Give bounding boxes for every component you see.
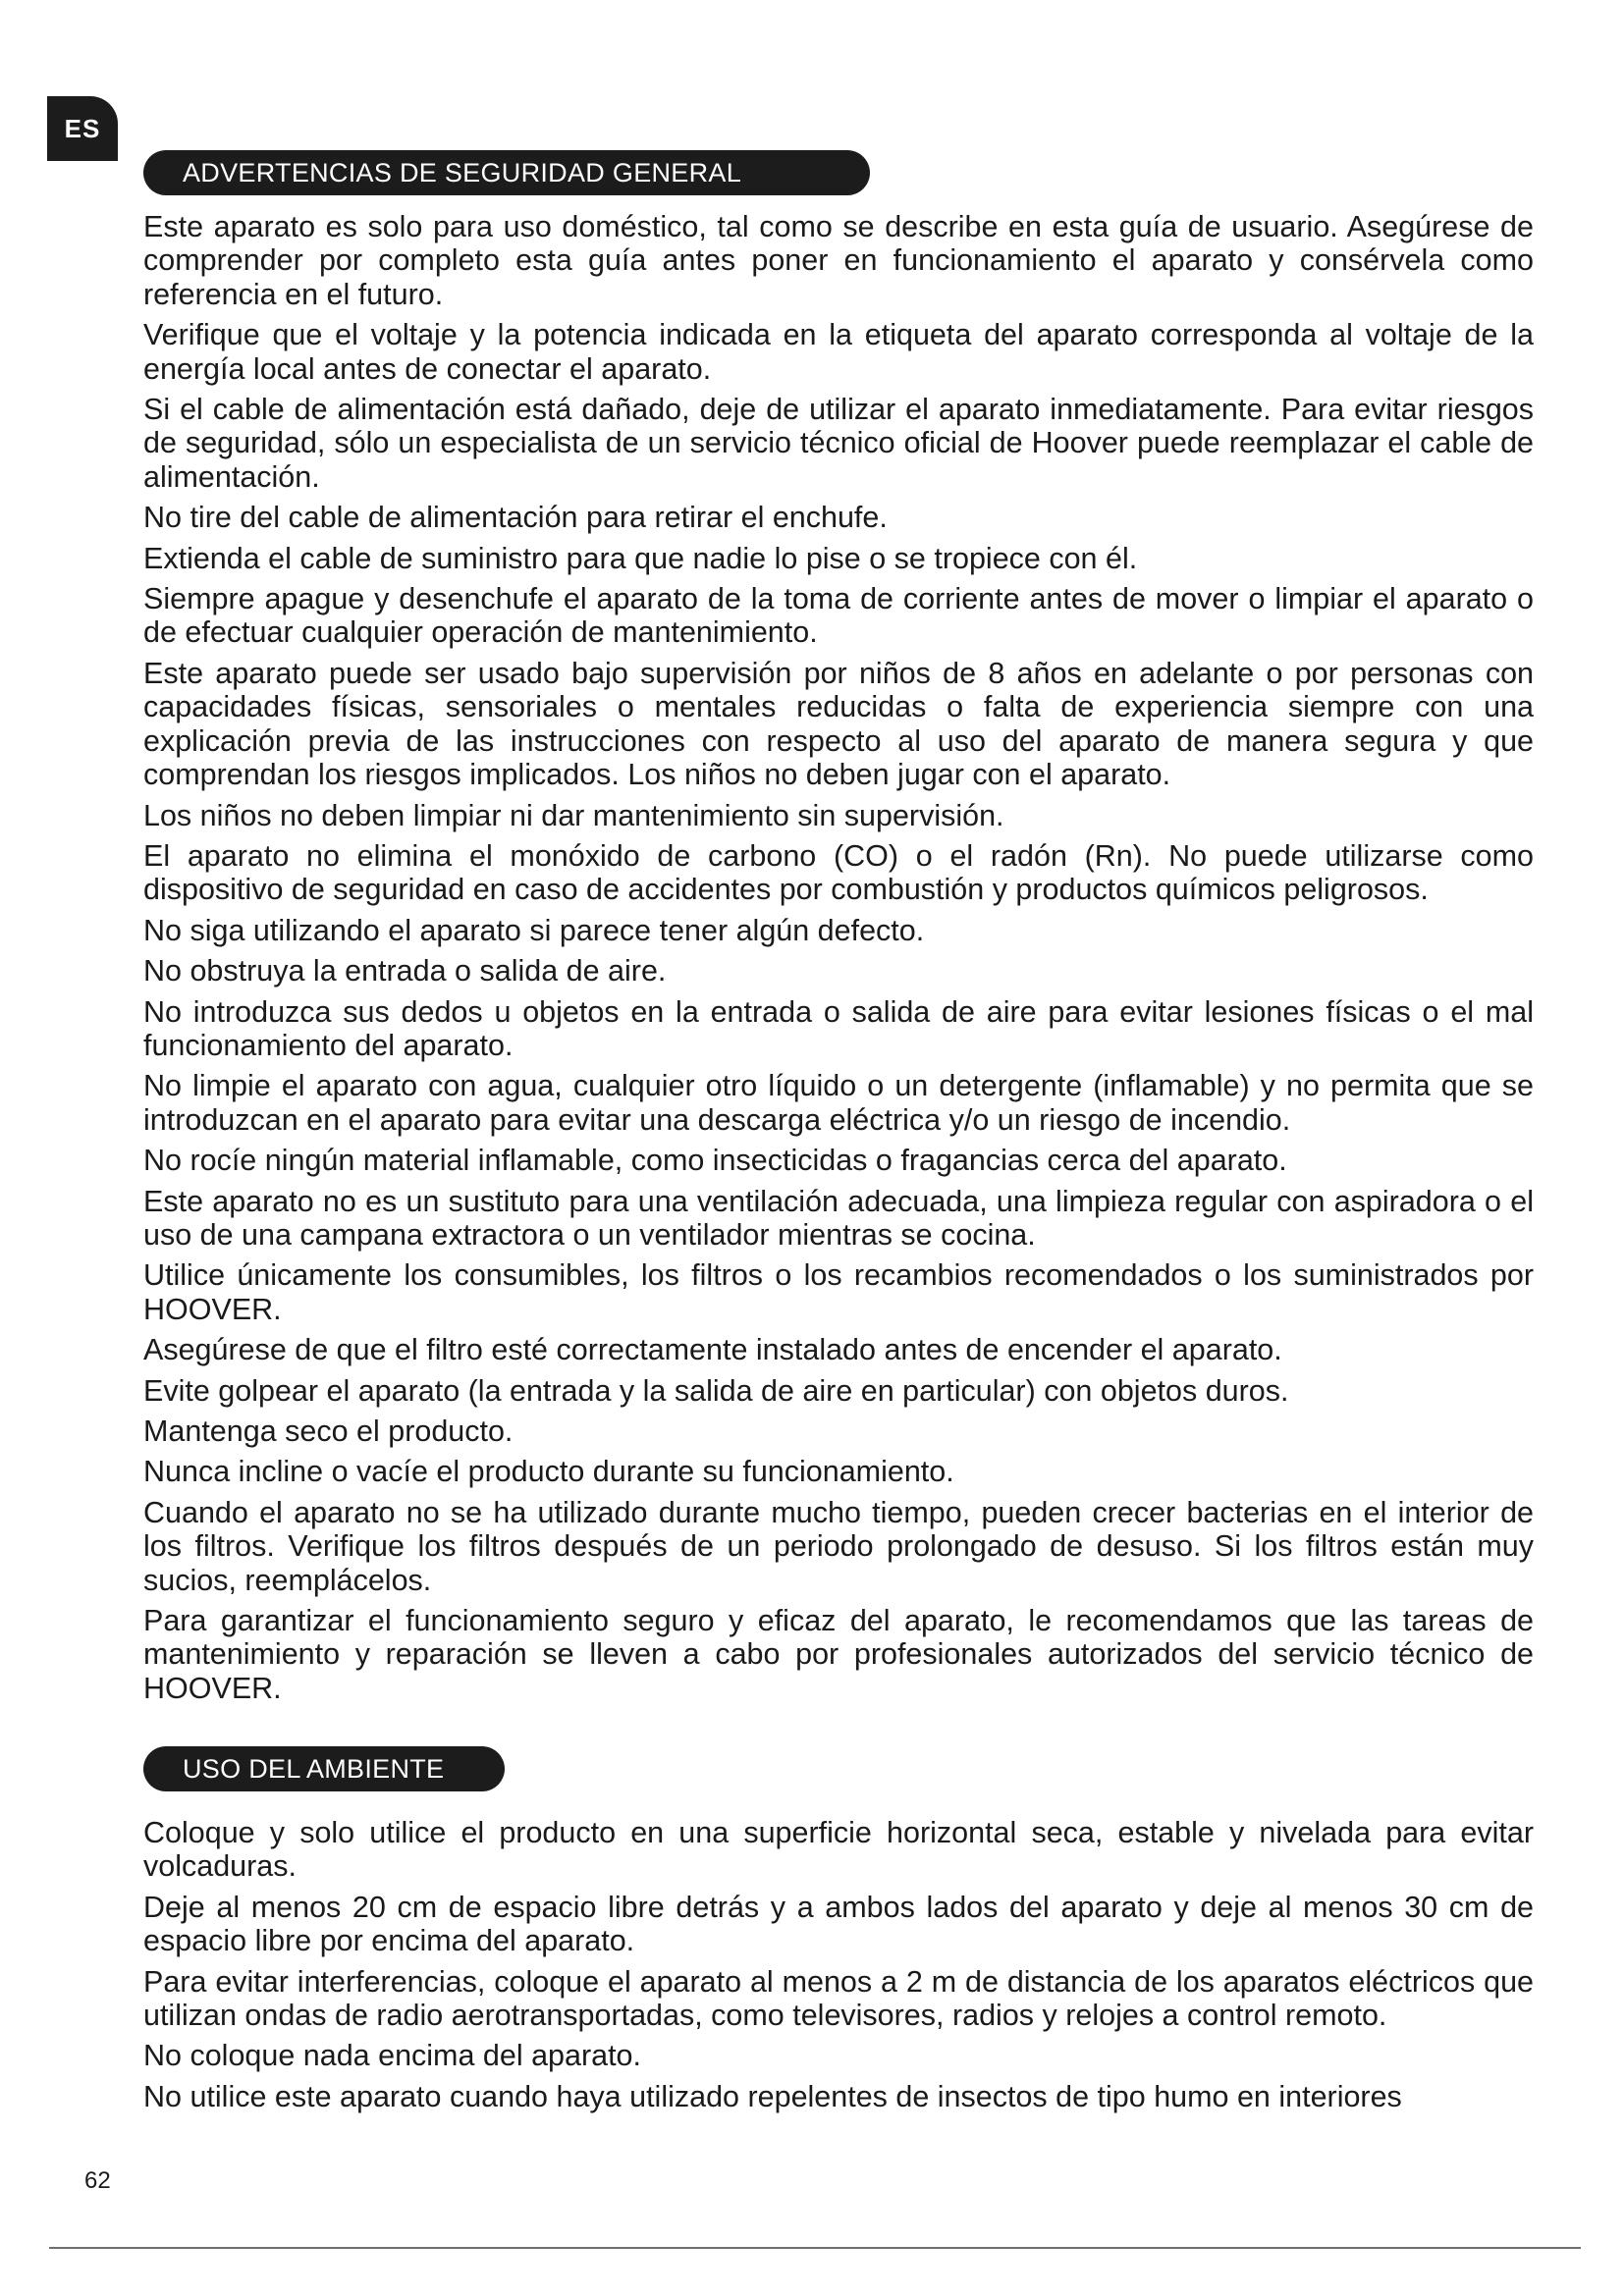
paragraph: Cuando el aparato no se ha utilizado durante mucho tiempo, pueden crecer bacterias en el interior de los filtros. Verifique los filtros después de un periodo prolongado de desuso. Si los filtros están muy sucios, reemplácelos. xyxy=(143,1495,1534,1597)
paragraph: No utilice este aparato cuando haya utilizado repelentes de insectos de tipo humo en interiores xyxy=(143,2079,1402,2113)
paragraph: Evite golpear el aparato (la entrada y la salida de aire en particular) con objetos duros. xyxy=(143,1373,1289,1408)
section-body-general-safety xyxy=(143,210,1534,1712)
paragraph: No introduzca sus dedos u objetos en la entrada o salida de aire para evitar lesiones físicas o el mal funcionamiento del aparato. xyxy=(143,994,1534,1062)
paragraph: No rocíe ningún material inflamable, como insecticidas o fragancias cerca del aparato. xyxy=(143,1144,1287,1178)
section-title: ADVERTENCIAS DE SEGURIDAD GENERAL xyxy=(183,158,742,187)
paragraph: No obstruya la entrada o salida de aire. xyxy=(143,954,667,988)
paragraph: Este aparato es solo para uso doméstico, tal como se describe en esta guía de usuario. Asegúrese de comprender por completo esta guía antes poner en funcionamiento el aparato y consérvela como referencia en el futuro. xyxy=(143,210,1534,311)
section-header-general-safety xyxy=(143,150,870,195)
paragraph: Deje al menos 20 cm de espacio libre detrás y a ambos lados del aparato y deje al menos 30 cm de espacio libre por encima del aparato. xyxy=(143,1890,1534,1958)
paragraph: El aparato no elimina el monóxido de carbono (CO) o el radón (Rn). No puede utilizarse como dispositivo de seguridad en caso de accidentes por combustión y productos químicos peligrosos. xyxy=(143,838,1534,907)
paragraph: Mantenga seco el producto. xyxy=(143,1415,514,1448)
language-tab xyxy=(47,96,118,161)
paragraph: Verifique que el voltaje y la potencia indicada en la etiqueta del aparato corresponda al voltaje de la energía local antes de conectar el aparato. xyxy=(143,318,1534,386)
paragraph: Nunca incline o vacíe el producto durante su funcionamiento. xyxy=(143,1455,954,1489)
paragraph: Asegúrese de que el filtro esté correctamente instalado antes de encender el aparato. xyxy=(143,1333,1282,1367)
section-body-environment-use xyxy=(143,1816,1534,2120)
page-number: 62 xyxy=(84,2167,111,2194)
paragraph: Siempre apague y desenchufe el aparato de la toma de corriente antes de mover o limpiar el aparato o de efectuar cualquier operación de mantenimiento. xyxy=(143,582,1534,650)
paragraph: No tire del cable de alimentación para retirar el enchufe. xyxy=(143,501,888,535)
paragraph: Si el cable de alimentación está dañado, deje de utilizar el aparato inmediatamente. Para evitar riesgos de seguridad, sólo un especialista de un servicio técnico oficial de Hoover puede reemplazar el cable de alimentación. xyxy=(143,393,1534,494)
paragraph: No limpie el aparato con agua, cualquier otro líquido o un detergente (inflamable) y no permita que se introduzcan en el aparato para evitar una descarga eléctrica y/o un riesgo de incendio. xyxy=(143,1069,1534,1137)
section-header-environment-use xyxy=(143,1746,505,1791)
paragraph: No siga utilizando el aparato si parece tener algún defecto. xyxy=(143,913,925,947)
language-tab-label: ES xyxy=(64,113,101,143)
paragraph: Este aparato puede ser usado bajo supervisión por niños de 8 años en adelante o por personas con capacidades físicas, sensoriales o mentales reducidas o falta de experiencia siempre con una explicación previa de las instrucciones con respecto al uso del aparato de manera segura y que comprendan los riesgos implicados. Los niños no deben jugar con el aparato. xyxy=(143,656,1534,792)
paragraph: Utilice únicamente los consumibles, los filtros o los recambios recomendados o los suministrados por HOOVER. xyxy=(143,1258,1534,1326)
paragraph: Para garantizar el funcionamiento seguro y eficaz del aparato, le recomendamos que las tareas de mantenimiento y reparación se lleven a cabo por profesionales autorizados del servicio técnico de HOOVER. xyxy=(143,1604,1534,1705)
paragraph: Coloque y solo utilice el producto en una superficie horizontal seca, estable y nivelada para evitar volcaduras. xyxy=(143,1816,1534,1884)
paragraph: Extienda el cable de suministro para que nadie lo pise o se tropiece con él. xyxy=(143,541,1138,575)
paragraph: Para evitar interferencias, coloque el aparato al menos a 2 m de distancia de los aparatos eléctricos que utilizan ondas de radio aerotransportadas, como televisores, radios y relojes a control remoto. xyxy=(143,1964,1534,2033)
paragraph: No coloque nada encima del aparato. xyxy=(143,2039,641,2073)
section-title: USO DEL AMBIENTE xyxy=(183,1754,445,1784)
paragraph: Este aparato no es un sustituto para una ventilación adecuada, una limpieza regular con aspiradora o el uso de una campana extractora o un ventilador mientras se cocina. xyxy=(143,1184,1534,1252)
footer-divider xyxy=(49,2247,1581,2249)
paragraph: Los niños no deben limpiar ni dar mantenimiento sin supervisión. xyxy=(143,798,1004,832)
